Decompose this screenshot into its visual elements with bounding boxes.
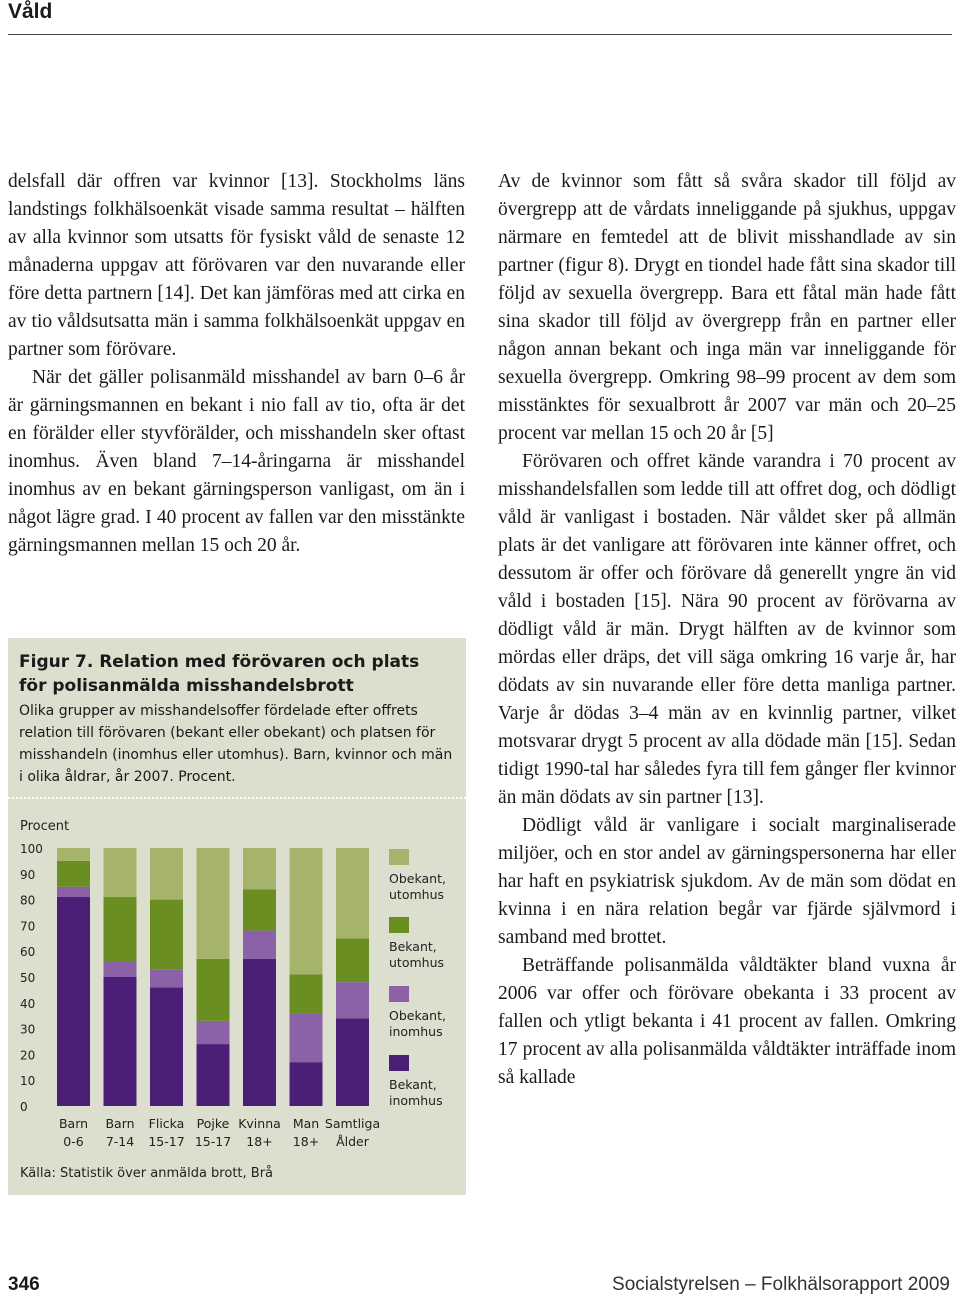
bar-segment: [57, 887, 90, 897]
bar-segment: [150, 969, 183, 987]
y-tick-label: 100: [20, 842, 43, 856]
y-tick-label: 80: [20, 893, 36, 908]
bar-segment: [290, 848, 323, 974]
bar-segment: [197, 1044, 230, 1106]
bar-segment: [197, 959, 230, 1021]
x-tick-label: 15-17: [148, 1134, 185, 1149]
bar-segment: [57, 861, 90, 887]
figure-title-line-2: för polisanmälda misshandelsbrott: [19, 676, 354, 696]
bar-segment: [243, 889, 276, 930]
figure-caption: Olika grupper av misshandelsoffer fördelade efter offrets relation till förövaren (bekant eller obekant) och platsen för misshandeln (inomhus eller utomhus). Barn, kvinnor och män i olika åldrar, år 2007. Procent.: [19, 703, 453, 785]
legend-label: Obekant,: [389, 871, 446, 886]
figure-7: [8, 638, 466, 1195]
figure-source: Källa: Statistik över anmälda brott, Brå: [20, 1166, 274, 1181]
bar-segment: [57, 848, 90, 861]
bar-segment: [197, 1021, 230, 1044]
legend-label: inomhus: [389, 1024, 443, 1039]
y-axis-label: Procent: [20, 819, 70, 834]
x-tick-label: Samtliga: [324, 1116, 381, 1131]
legend-label: Bekant,: [389, 1077, 437, 1092]
right-column: [498, 168, 956, 1092]
x-tick-label: Pojke: [196, 1116, 230, 1131]
x-tick-label: Ålder: [336, 1134, 369, 1149]
legend-swatch: [389, 849, 409, 865]
legend-label: utomhus: [389, 955, 445, 970]
bar-segment: [243, 931, 276, 959]
right-paragraph-4: Beträffande polisanmälda våldtäkter bland vuxna år 2006 var offer och förövare obekanta i 33 procent av fallen och ytligt bekanta i 41 procent av fallen. Omkring 17 procent av alla polisanmälda våldtäkter inträffade inom så kallade: [498, 955, 956, 1088]
bar-segment: [57, 897, 90, 1106]
bar-segment: [290, 974, 323, 1013]
y-tick-label: 30: [20, 1022, 36, 1037]
legend-swatch: [389, 986, 409, 1002]
legend-label: Obekant,: [389, 1008, 446, 1023]
publication-name: Socialstyrelsen – Folkhälsorapport 2009: [612, 1274, 950, 1295]
legend-label: inomhus: [389, 1093, 443, 1108]
left-paragraph-1: delsfall där offren var kvinnor [13]. Stockholms läns landstings folkhälsoenkät visade samma resultat – hälften av alla kvinnor som utsatts för fysiskt våld de senaste 12 månaderna uppgav att förövaren var den nuvarande eller före detta partnern [14]. Det kan jämföras med att cirka en av tio våldsutsatta män i samma folkhälsoenkät uppgav en partner som förövare.: [8, 171, 465, 360]
bar-segment: [104, 977, 137, 1106]
y-tick-label: 60: [20, 945, 36, 960]
bar-segment: [336, 1018, 369, 1106]
bar-segment: [104, 848, 137, 897]
x-tick-label: 18+: [246, 1134, 273, 1149]
legend-swatch: [389, 917, 409, 933]
bar-segment: [150, 848, 183, 900]
y-tick-label: 40: [20, 996, 36, 1011]
right-paragraph-1: Av de kvinnor som fått så svåra skador till följd av övergrepp att de vårdats inneliggande på sjukhus, uppgav närmare en femtedel att de blivit misshandlade av sin partner (figur 8). Drygt en tiondel hade fått sina skador till följd av sexuella övergrepp. Bara ett fåtal män hade fått sina skador till följd av övergrepp från en partner eller någon annan bekant och inga män var inneliggande för sexuella övergrepp. Omkring 98–99 procent av dem som misstänktes för sexualbrott år 2007 var män och 20–25 procent var mellan 15 och 20 år [5]: [498, 171, 956, 444]
y-tick-label: 20: [20, 1048, 36, 1063]
bar-segment: [290, 1013, 323, 1062]
x-tick-label: 15-17: [194, 1134, 232, 1149]
y-tick-label: 0: [20, 1100, 28, 1114]
bar-segment: [104, 962, 137, 977]
x-tick-label: Barn: [105, 1116, 135, 1131]
bar-segment: [336, 982, 369, 1018]
x-tick-label: Flicka: [148, 1116, 185, 1131]
bar-segment: [243, 959, 276, 1106]
y-tick-label: 50: [20, 971, 36, 985]
bar-segment: [197, 848, 230, 959]
y-tick-label: 90: [20, 867, 36, 882]
bar-segment: [243, 848, 276, 889]
section-title: Våld: [8, 0, 53, 23]
bar-segment: [336, 848, 369, 938]
y-tick-label: 70: [20, 919, 36, 934]
stacked-bar-chart: [8, 638, 466, 1195]
legend-label: Bekant,: [389, 939, 437, 954]
x-tick-label: Barn: [58, 1116, 89, 1131]
legend-swatch: [389, 1055, 409, 1071]
page-number: 346: [8, 1274, 40, 1295]
left-column: [8, 168, 465, 560]
x-tick-label: 18+: [292, 1134, 320, 1149]
bar-segment: [104, 897, 137, 962]
x-tick-label: Kvinna: [238, 1116, 281, 1131]
header-rule: [8, 34, 952, 35]
bar-segment: [290, 1062, 323, 1106]
right-paragraph-3: Dödligt våld är vanligare i socialt marginaliserade miljöer, och en stor andel av gärningspersonerna har eller har haft en psykiatrisk sjukdom. Av de män som dödat en kvinna i en nära relation begår var fjärde självmord i samband med brottet.: [498, 815, 956, 948]
bar-segment: [150, 987, 183, 1106]
x-tick-label: 7-14: [105, 1134, 135, 1149]
bar-segment: [150, 900, 183, 970]
x-tick-label: 0-6: [63, 1134, 84, 1149]
right-paragraph-2: Förövaren och offret kände varandra i 70 procent av misshandelsfallen som ledde till att offret dog, och dödligt våld är vanligast i bostaden. När våldet sker på allmän plats är det vanligare att förövaren inte känner offret, och dessutom är offer och förövare då generellt yngre än vid våld i bostaden [15]. Nära 90 procent av förövarna av dödligt våld är män. Drygt hälften av de kvinnor som mördas eller dräps, det vill säga omkring 16 varje år, har dödats av sin nuvarande eller före detta manliga partner. Varje år dödas 3–4 män av en kvinnlig partner, vilket motsvarar drygt 5 procent av alla dödade män [15]. Sedan tidigt 1990-tal har således fyra till fem gånger fler kvinnor än män dödats av sin partner [13].: [498, 451, 956, 808]
bar-segment: [336, 938, 369, 982]
legend-label: utomhus: [389, 887, 445, 902]
x-tick-label: Man: [292, 1116, 320, 1131]
figure-title-line-1: Figur 7. Relation med förövaren och plats: [19, 652, 420, 672]
y-tick-label: 10: [20, 1074, 36, 1089]
left-paragraph-2: När det gäller polisanmäld misshandel av barn 0–6 år är gärningsmannen en bekant i nio fall av tio, ofta är det en förälder eller styvförälder, och misshandeln sker oftast inomhus. Även bland 7–14-åringarna är misshandel inomhus av en bekant gärningsperson vanligast, om än i något lägre grad. I 40 procent av fallen var den misstänkte gärningsmannen mellan 15 och 20 år.: [8, 367, 465, 556]
